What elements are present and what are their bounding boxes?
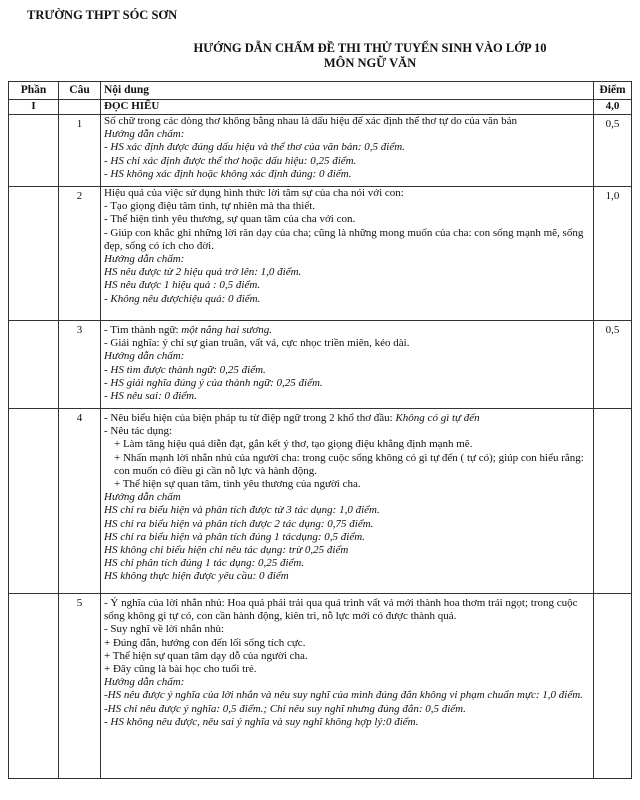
idiom-text: một nắng hai sương.: [181, 324, 272, 336]
answer-content: [101, 321, 594, 409]
section-score: 4,0: [594, 100, 632, 115]
content-line: - Giải nghĩa: ý chỉ sự gian truân, vất vả, cực nhọc triền miên, kéo dài.: [104, 337, 410, 350]
section-row: [9, 100, 632, 115]
column-header-question: Câu: [59, 82, 101, 100]
answer-content: [101, 115, 594, 187]
content-line: + Đúng đắn, hướng con đến lối sống tích cực.: [104, 636, 306, 649]
school-name: TRƯỜNG THPT SÓC SƠN: [27, 8, 178, 22]
content-line: [104, 412, 590, 425]
grading-guide-label: Hướng dẫn chấm:: [104, 676, 185, 689]
content-line: - Giúp con khắc ghi những lời răn dạy của cha; cũng là những mong muốn của cha: con sống mạnh mẽ, sống đẹp, sống có ích cho đời.: [104, 226, 584, 252]
section-title: ĐỌC HIỂU: [101, 100, 594, 115]
grading-guide-label: Hướng dẫn chấm:: [104, 253, 185, 266]
device-prefix: - Nêu biểu hiện của biện pháp tu từ điệp ngữ trong 2 khổ thơ đầu:: [104, 412, 396, 424]
content-line: - Thể hiện tình yêu thương, sự quan tâm của cha với con.: [104, 213, 356, 226]
question-number: 2: [59, 187, 101, 321]
content-line: - Suy nghĩ về lời nhắn nhủ:: [104, 623, 225, 636]
grading-table: [8, 81, 632, 779]
content-line: - Ý nghĩa của lời nhắn nhủ: Hoa quả phải trải qua quá trình vất vả mới thành hoa thơm trái ngọt; trong cuộc sống không gì tự có, con cần hành động, kiên trì, nỗ lực mới có được thành quả.: [104, 597, 578, 623]
content-line: - Tạo giọng điệu tâm tình, tự nhiên mà tha thiết.: [104, 200, 316, 213]
table-header-row: [9, 82, 632, 100]
grading-line: - HS không nêu được, nêu sai ý nghĩa và suy nghĩ không hợp lý:0 điểm.: [104, 715, 419, 728]
grading-line: - HS không xác định hoặc không xác định đúng: 0 điểm.: [104, 167, 352, 180]
grading-line: - HS chỉ xác định được thể thơ hoặc dấu hiệu: 0,25 điểm.: [104, 154, 357, 167]
grading-line: HS nêu được từ 2 hiệu quả trở lên: 1,0 điểm.: [104, 266, 302, 279]
question-score: [594, 594, 632, 779]
question-score: 0,5: [594, 115, 632, 187]
content-line: Số chữ trong các dòng thơ không bằng nhau là dấu hiệu để xác định thể thơ tự do của văn bản: [104, 115, 518, 127]
part-cell: [9, 187, 59, 321]
grading-line: -HS chỉ nêu được ý nghĩa: 0,5 điểm.; Chỉ nêu suy nghĩ nhưng đúng đắn: 0,5 điểm.: [104, 702, 466, 715]
grading-line: HS không chỉ biểu hiện chỉ nêu tác dụng: trừ 0,25 điểm: [104, 544, 349, 557]
grading-guide-label: Hướng dẫn chấm: [104, 491, 181, 504]
grading-line: - HS xác định được đúng dấu hiệu và thể thơ của văn bản: 0,5 điểm.: [104, 141, 405, 154]
grading-line: HS chỉ ra biểu hiện và phân tích được 2 tác dụng: 0,75 điểm.: [104, 517, 374, 530]
content-line: + Thể hiện sự quan tâm, tình yêu thương của người cha.: [114, 478, 361, 491]
question-number: 3: [59, 321, 101, 409]
content-line: + Đây cũng là bài học cho tuổi trẻ.: [104, 663, 257, 676]
question-number: 1: [59, 115, 101, 187]
grading-line: -HS nêu được ý nghĩa của lời nhắn và nêu suy nghĩ của mình đúng đắn không vi phạm chuẩn mực: 1,0 điểm.: [104, 689, 583, 702]
question-score: [594, 409, 632, 594]
grading-line: HS chỉ ra biểu hiện và phân tích đúng 1 tácdụng: 0,5 điểm.: [104, 530, 365, 543]
grading-guide-label: Hướng dẫn chấm:: [104, 350, 185, 363]
column-header-content: Nội dung: [101, 82, 594, 100]
content-line: + Làm tăng hiệu quả diễn đạt, gắn kết ý thơ, tạo giọng điệu khẳng định mạnh mẽ.: [114, 438, 473, 451]
column-header-part: Phần: [9, 82, 59, 100]
grading-line: HS chỉ ra biểu hiện và phân tích được từ 3 tác dụng: 1,0 điểm.: [104, 504, 380, 517]
part-cell: [9, 594, 59, 779]
content-line: Hiệu quả của việc sử dụng hình thức lời tâm sự của cha nói với con:: [104, 187, 404, 199]
grading-line: HS không thực hiện được yêu cầu: 0 điểm: [104, 570, 289, 583]
section-part: I: [9, 100, 59, 115]
section-question-cell: [59, 100, 101, 115]
grading-guide-label: Hướng dẫn chấm:: [104, 128, 185, 141]
column-header-score: Điểm: [594, 82, 632, 100]
device-quote: Không có gì tự đến: [395, 412, 480, 424]
content-line: + Nhấn mạnh lời nhắn nhủ của người cha: trong cuộc sống không có gì tự đến ( tự có); giúp con hiểu rằng: con muốn có điều gì cần nỗ lực và hành động.: [114, 451, 584, 477]
table-row: [9, 321, 632, 409]
question-score: 1,0: [594, 187, 632, 321]
grading-line: - HS nêu sai: 0 điểm.: [104, 390, 197, 403]
grading-line: HS chỉ phân tích đúng 1 tác dụng: 0,25 điểm.: [104, 557, 305, 570]
table-row: [9, 115, 632, 187]
grading-line: HS nêu được 1 hiệu quả : 0,5 điểm.: [104, 279, 261, 292]
part-cell: [9, 115, 59, 187]
grading-line: - HS tìm được thành ngữ: 0,25 điểm.: [104, 363, 266, 376]
question-score: 0,5: [594, 321, 632, 409]
idiom-prefix: - Tìm thành ngữ:: [104, 324, 182, 336]
table-row: [9, 409, 632, 594]
grading-line: - HS giải nghĩa đúng ý của thành ngữ: 0,25 điểm.: [104, 376, 323, 389]
document-title: HƯỚNG DẪN CHẤM ĐỀ THI THỬ TUYỂN SINH VÀO LỚP 10: [193, 41, 547, 55]
answer-content: [101, 409, 594, 594]
content-line: + Thể hiện sự quan tâm dạy dỗ của người cha.: [104, 649, 308, 662]
document-subject: MÔN NGỮ VĂN: [323, 56, 417, 70]
answer-content: [101, 187, 594, 321]
part-cell: [9, 321, 59, 409]
table-row: [9, 187, 632, 321]
grading-line: - Không nêu đượchiệu quả: 0 điểm.: [104, 292, 261, 305]
question-number: 5: [59, 594, 101, 779]
content-line: [104, 324, 590, 337]
answer-content: [101, 594, 594, 779]
question-number: 4: [59, 409, 101, 594]
part-cell: [9, 409, 59, 594]
table-row: [9, 594, 632, 779]
content-line: - Nêu tác dụng:: [104, 425, 173, 438]
